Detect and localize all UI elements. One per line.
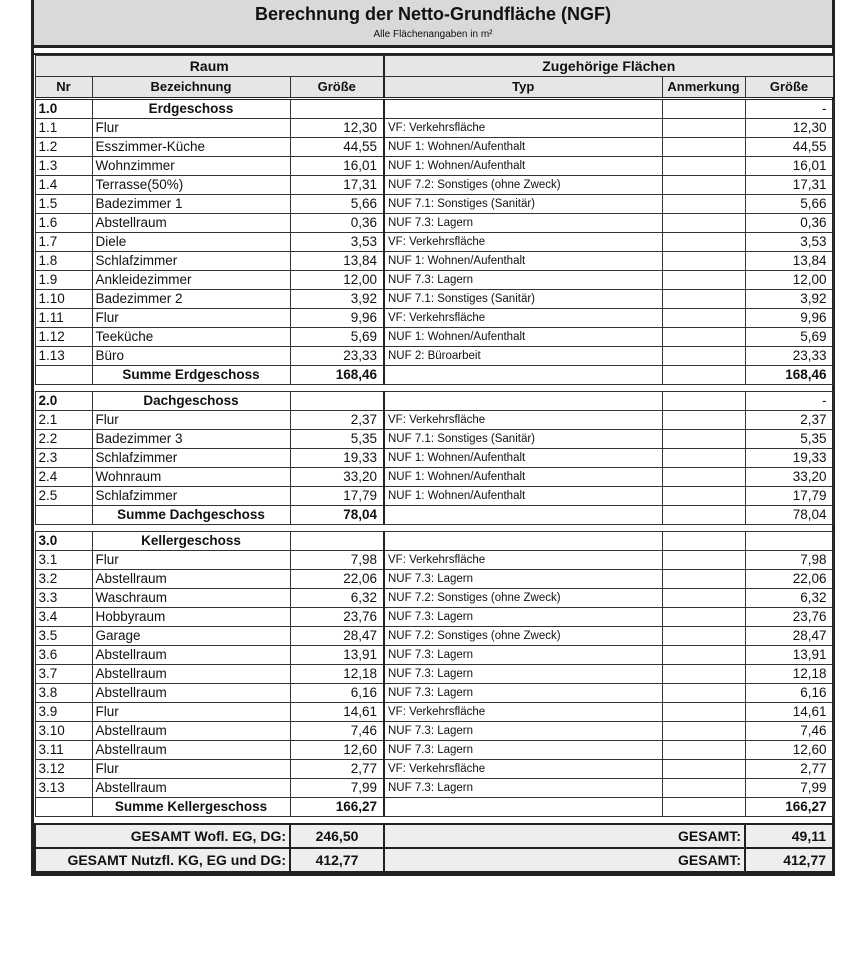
room-size-right: 9,96 xyxy=(745,309,833,328)
room-nr: 3.5 xyxy=(35,627,92,646)
room-size: 5,69 xyxy=(290,328,384,347)
room-typ: VF: Verkehrsfläche xyxy=(384,119,662,138)
sum-value: 168,46 xyxy=(290,366,384,385)
room-name: Abstellraum xyxy=(92,741,290,760)
section-name: Kellergeschoss xyxy=(92,532,290,551)
separator-cell xyxy=(35,817,833,825)
col-header-bezeichnung: Bezeichnung xyxy=(92,77,290,99)
separator-cell xyxy=(35,385,833,392)
room-name: Abstellraum xyxy=(92,779,290,798)
group-header-raum: Raum xyxy=(35,56,384,77)
room-size: 7,99 xyxy=(290,779,384,798)
sum-nr-empty xyxy=(35,798,92,817)
room-name: Ankleidezimmer xyxy=(92,271,290,290)
room-nr: 1.10 xyxy=(35,290,92,309)
room-row xyxy=(35,589,833,608)
total-right-value: 49,11 xyxy=(745,824,833,848)
room-anmerkung xyxy=(662,176,745,195)
room-nr: 1.12 xyxy=(35,328,92,347)
room-size: 7,46 xyxy=(290,722,384,741)
room-size: 2,37 xyxy=(290,411,384,430)
room-anmerkung xyxy=(662,233,745,252)
room-size: 3,92 xyxy=(290,290,384,309)
room-size: 5,66 xyxy=(290,195,384,214)
room-row xyxy=(35,570,833,589)
room-row xyxy=(35,119,833,138)
room-nr: 1.7 xyxy=(35,233,92,252)
room-row xyxy=(35,449,833,468)
room-nr: 1.8 xyxy=(35,252,92,271)
room-nr: 3.3 xyxy=(35,589,92,608)
room-size: 12,00 xyxy=(290,271,384,290)
sum-right-value: 168,46 xyxy=(745,366,833,385)
room-size-right: 13,91 xyxy=(745,646,833,665)
room-size: 22,06 xyxy=(290,570,384,589)
room-size-right: 22,06 xyxy=(745,570,833,589)
room-name: Flur xyxy=(92,411,290,430)
room-name: Abstellraum xyxy=(92,646,290,665)
section-right-value xyxy=(745,532,833,551)
room-row xyxy=(35,627,833,646)
room-size-right: 2,37 xyxy=(745,411,833,430)
room-nr: 1.1 xyxy=(35,119,92,138)
room-size-right: 6,16 xyxy=(745,684,833,703)
room-size: 17,31 xyxy=(290,176,384,195)
room-row xyxy=(35,252,833,271)
room-anmerkung xyxy=(662,741,745,760)
room-row xyxy=(35,760,833,779)
room-nr: 3.13 xyxy=(35,779,92,798)
header-spacer xyxy=(34,48,832,55)
room-row xyxy=(35,411,833,430)
room-name: Teeküche xyxy=(92,328,290,347)
room-name: Flur xyxy=(92,760,290,779)
room-anmerkung xyxy=(662,468,745,487)
room-size-right: 19,33 xyxy=(745,449,833,468)
total-right-value: 412,77 xyxy=(745,848,833,872)
room-nr: 3.8 xyxy=(35,684,92,703)
room-name: Flur xyxy=(92,119,290,138)
total-right-label: GESAMT: xyxy=(384,824,745,848)
room-nr: 2.5 xyxy=(35,487,92,506)
section-typ-empty xyxy=(384,99,662,119)
room-nr: 3.1 xyxy=(35,551,92,570)
room-nr: 3.4 xyxy=(35,608,92,627)
room-name: Diele xyxy=(92,233,290,252)
room-size-right: 6,32 xyxy=(745,589,833,608)
section-name: Erdgeschoss xyxy=(92,99,290,119)
room-name: Garage xyxy=(92,627,290,646)
room-anmerkung xyxy=(662,779,745,798)
room-name: Büro xyxy=(92,347,290,366)
room-size: 23,33 xyxy=(290,347,384,366)
section-sum-row xyxy=(35,506,833,525)
room-row xyxy=(35,271,833,290)
section-typ-empty xyxy=(384,532,662,551)
room-size: 23,76 xyxy=(290,608,384,627)
room-typ: NUF 7.3: Lagern xyxy=(384,722,662,741)
room-row xyxy=(35,157,833,176)
room-typ: VF: Verkehrsfläche xyxy=(384,703,662,722)
ngf-table xyxy=(34,55,834,873)
room-row xyxy=(35,214,833,233)
col-header-groesse-raum: Größe xyxy=(290,77,384,99)
section-size-empty xyxy=(290,392,384,411)
room-anmerkung xyxy=(662,119,745,138)
room-typ: NUF 2: Büroarbeit xyxy=(384,347,662,366)
room-anmerkung xyxy=(662,328,745,347)
room-name: Esszimmer-Küche xyxy=(92,138,290,157)
room-anmerkung xyxy=(662,703,745,722)
sum-label: Summe Erdgeschoss xyxy=(92,366,290,385)
room-nr: 1.13 xyxy=(35,347,92,366)
room-typ: NUF 7.3: Lagern xyxy=(384,608,662,627)
room-nr: 2.4 xyxy=(35,468,92,487)
title-box xyxy=(34,0,832,48)
total-label: GESAMT Wofl. EG, DG: xyxy=(35,824,290,848)
room-nr: 3.10 xyxy=(35,722,92,741)
room-row xyxy=(35,176,833,195)
room-name: Abstellraum xyxy=(92,214,290,233)
room-row xyxy=(35,195,833,214)
room-anmerkung xyxy=(662,646,745,665)
room-size: 13,84 xyxy=(290,252,384,271)
room-size-right: 12,00 xyxy=(745,271,833,290)
total-row xyxy=(35,824,833,848)
col-header-groesse-flaeche: Größe xyxy=(745,77,833,99)
room-nr: 1.2 xyxy=(35,138,92,157)
room-size-right: 3,53 xyxy=(745,233,833,252)
room-size: 17,79 xyxy=(290,487,384,506)
room-typ: NUF 1: Wohnen/Aufenthalt xyxy=(384,138,662,157)
room-size-right: 5,69 xyxy=(745,328,833,347)
section-separator xyxy=(35,385,833,392)
room-name: Schlafzimmer xyxy=(92,252,290,271)
room-nr: 3.2 xyxy=(35,570,92,589)
room-size-right: 12,60 xyxy=(745,741,833,760)
sum-nr-empty xyxy=(35,506,92,525)
room-row xyxy=(35,646,833,665)
room-row xyxy=(35,741,833,760)
room-anmerkung xyxy=(662,589,745,608)
room-size: 16,01 xyxy=(290,157,384,176)
room-size-right: 7,99 xyxy=(745,779,833,798)
room-size: 9,96 xyxy=(290,309,384,328)
room-nr: 1.9 xyxy=(35,271,92,290)
room-name: Badezimmer 1 xyxy=(92,195,290,214)
sum-typ-empty xyxy=(384,366,662,385)
room-nr: 3.9 xyxy=(35,703,92,722)
room-size-right: 33,20 xyxy=(745,468,833,487)
section-size-empty xyxy=(290,532,384,551)
total-right-label: GESAMT: xyxy=(384,848,745,872)
room-name: Hobbyraum xyxy=(92,608,290,627)
page-title: Berechnung der Netto-Grundfläche (NGF) xyxy=(254,4,611,24)
room-anmerkung xyxy=(662,608,745,627)
room-row xyxy=(35,290,833,309)
room-anmerkung xyxy=(662,570,745,589)
room-name: Schlafzimmer xyxy=(92,449,290,468)
room-typ: NUF 7.2: Sonstiges (ohne Zweck) xyxy=(384,627,662,646)
section-separator xyxy=(35,817,833,825)
room-name: Terrasse(50%) xyxy=(92,176,290,195)
room-typ: VF: Verkehrsfläche xyxy=(384,760,662,779)
section-nr: 1.0 xyxy=(35,99,92,119)
room-typ: NUF 7.3: Lagern xyxy=(384,779,662,798)
room-anmerkung xyxy=(662,290,745,309)
room-typ: NUF 7.1: Sonstiges (Sanitär) xyxy=(384,195,662,214)
room-nr: 3.12 xyxy=(35,760,92,779)
room-nr: 2.1 xyxy=(35,411,92,430)
room-row xyxy=(35,665,833,684)
group-header-zugehoerige-flaechen: Zugehörige Flächen xyxy=(384,56,833,77)
room-anmerkung xyxy=(662,449,745,468)
room-size-right: 12,30 xyxy=(745,119,833,138)
group-header-row xyxy=(35,56,833,77)
room-anmerkung xyxy=(662,271,745,290)
room-size-right: 5,35 xyxy=(745,430,833,449)
room-typ: VF: Verkehrsfläche xyxy=(384,551,662,570)
room-anmerkung xyxy=(662,309,745,328)
room-nr: 1.4 xyxy=(35,176,92,195)
room-size-right: 14,61 xyxy=(745,703,833,722)
room-name: Badezimmer 3 xyxy=(92,430,290,449)
room-size-right: 23,76 xyxy=(745,608,833,627)
room-size-right: 44,55 xyxy=(745,138,833,157)
section-typ-empty xyxy=(384,392,662,411)
room-nr: 3.7 xyxy=(35,665,92,684)
room-size-right: 13,84 xyxy=(745,252,833,271)
room-size-right: 5,66 xyxy=(745,195,833,214)
room-size-right: 2,77 xyxy=(745,760,833,779)
column-header-row xyxy=(35,77,833,99)
section-anmerkung-empty xyxy=(662,532,745,551)
total-value: 412,77 xyxy=(290,848,384,872)
sum-typ-empty xyxy=(384,506,662,525)
room-typ: NUF 7.2: Sonstiges (ohne Zweck) xyxy=(384,589,662,608)
room-typ: VF: Verkehrsfläche xyxy=(384,411,662,430)
room-nr: 1.6 xyxy=(35,214,92,233)
room-anmerkung xyxy=(662,411,745,430)
room-row xyxy=(35,233,833,252)
section-sum-row xyxy=(35,798,833,817)
total-value: 246,50 xyxy=(290,824,384,848)
room-name: Abstellraum xyxy=(92,684,290,703)
section-anmerkung-empty xyxy=(662,99,745,119)
section-anmerkung-empty xyxy=(662,392,745,411)
section-separator xyxy=(35,525,833,532)
room-typ: NUF 7.3: Lagern xyxy=(384,741,662,760)
room-row xyxy=(35,703,833,722)
room-size: 12,30 xyxy=(290,119,384,138)
room-name: Wohnzimmer xyxy=(92,157,290,176)
room-row xyxy=(35,779,833,798)
sum-nr-empty xyxy=(35,366,92,385)
room-name: Waschraum xyxy=(92,589,290,608)
room-row xyxy=(35,722,833,741)
room-size-right: 0,36 xyxy=(745,214,833,233)
room-anmerkung xyxy=(662,138,745,157)
room-row xyxy=(35,347,833,366)
room-anmerkung xyxy=(662,430,745,449)
room-name: Flur xyxy=(92,551,290,570)
sum-value: 166,27 xyxy=(290,798,384,817)
room-typ: NUF 1: Wohnen/Aufenthalt xyxy=(384,328,662,347)
room-typ: NUF 7.2: Sonstiges (ohne Zweck) xyxy=(384,176,662,195)
room-name: Abstellraum xyxy=(92,722,290,741)
room-name: Abstellraum xyxy=(92,570,290,589)
room-size: 7,98 xyxy=(290,551,384,570)
section-header-row xyxy=(35,392,833,411)
room-size: 28,47 xyxy=(290,627,384,646)
room-row xyxy=(35,138,833,157)
room-size: 12,18 xyxy=(290,665,384,684)
room-size: 2,77 xyxy=(290,760,384,779)
room-typ: NUF 7.3: Lagern xyxy=(384,665,662,684)
room-size: 5,35 xyxy=(290,430,384,449)
room-name: Flur xyxy=(92,703,290,722)
room-row xyxy=(35,328,833,347)
room-nr: 3.6 xyxy=(35,646,92,665)
col-header-nr: Nr xyxy=(35,77,92,99)
section-header-row xyxy=(35,532,833,551)
room-row xyxy=(35,551,833,570)
room-size-right: 17,79 xyxy=(745,487,833,506)
total-label: GESAMT Nutzfl. KG, EG und DG: xyxy=(35,848,290,872)
room-anmerkung xyxy=(662,487,745,506)
room-size: 33,20 xyxy=(290,468,384,487)
col-header-anmerkung: Anmerkung xyxy=(662,77,745,99)
room-size: 14,61 xyxy=(290,703,384,722)
room-nr: 2.2 xyxy=(35,430,92,449)
room-typ: NUF 1: Wohnen/Aufenthalt xyxy=(384,449,662,468)
room-size-right: 17,31 xyxy=(745,176,833,195)
room-size: 3,53 xyxy=(290,233,384,252)
room-size-right: 12,18 xyxy=(745,665,833,684)
room-anmerkung xyxy=(662,252,745,271)
room-size-right: 16,01 xyxy=(745,157,833,176)
room-nr: 2.3 xyxy=(35,449,92,468)
section-size-empty xyxy=(290,99,384,119)
sum-value: 78,04 xyxy=(290,506,384,525)
ngf-sheet xyxy=(31,0,835,876)
room-size-right: 3,92 xyxy=(745,290,833,309)
table-body xyxy=(35,99,833,825)
room-row xyxy=(35,468,833,487)
room-typ: NUF 1: Wohnen/Aufenthalt xyxy=(384,252,662,271)
room-anmerkung xyxy=(662,551,745,570)
sum-label: Summe Dachgeschoss xyxy=(92,506,290,525)
room-size-right: 28,47 xyxy=(745,627,833,646)
room-row xyxy=(35,684,833,703)
room-row xyxy=(35,608,833,627)
section-name: Dachgeschoss xyxy=(92,392,290,411)
room-size: 6,16 xyxy=(290,684,384,703)
room-size-right: 7,46 xyxy=(745,722,833,741)
room-size: 44,55 xyxy=(290,138,384,157)
section-nr: 2.0 xyxy=(35,392,92,411)
room-typ: NUF 1: Wohnen/Aufenthalt xyxy=(384,468,662,487)
section-header-row xyxy=(35,99,833,119)
room-typ: NUF 1: Wohnen/Aufenthalt xyxy=(384,157,662,176)
room-name: Badezimmer 2 xyxy=(92,290,290,309)
room-anmerkung xyxy=(662,627,745,646)
room-nr: 1.11 xyxy=(35,309,92,328)
room-anmerkung xyxy=(662,347,745,366)
room-anmerkung xyxy=(662,760,745,779)
sum-anmerkung-empty xyxy=(662,506,745,525)
room-typ: NUF 1: Wohnen/Aufenthalt xyxy=(384,487,662,506)
room-typ: VF: Verkehrsfläche xyxy=(384,309,662,328)
room-name: Wohnraum xyxy=(92,468,290,487)
room-size: 6,32 xyxy=(290,589,384,608)
room-row xyxy=(35,309,833,328)
room-anmerkung xyxy=(662,665,745,684)
room-anmerkung xyxy=(662,684,745,703)
totals-body xyxy=(35,824,833,872)
room-anmerkung xyxy=(662,195,745,214)
section-nr: 3.0 xyxy=(35,532,92,551)
room-nr: 3.11 xyxy=(35,741,92,760)
section-sum-row xyxy=(35,366,833,385)
room-name: Abstellraum xyxy=(92,665,290,684)
sum-right-value: 78,04 xyxy=(745,506,833,525)
total-row xyxy=(35,848,833,872)
sum-anmerkung-empty xyxy=(662,366,745,385)
room-row xyxy=(35,430,833,449)
room-size: 12,60 xyxy=(290,741,384,760)
room-typ: NUF 7.3: Lagern xyxy=(384,684,662,703)
room-typ: NUF 7.1: Sonstiges (Sanitär) xyxy=(384,430,662,449)
section-right-value: - xyxy=(745,392,833,411)
sum-typ-empty xyxy=(384,798,662,817)
separator-cell xyxy=(35,525,833,532)
room-typ: NUF 7.3: Lagern xyxy=(384,570,662,589)
col-header-typ: Typ xyxy=(384,77,662,99)
room-typ: NUF 7.3: Lagern xyxy=(384,214,662,233)
room-typ: NUF 7.3: Lagern xyxy=(384,646,662,665)
room-typ: VF: Verkehrsfläche xyxy=(384,233,662,252)
room-row xyxy=(35,487,833,506)
room-anmerkung xyxy=(662,722,745,741)
room-anmerkung xyxy=(662,157,745,176)
room-nr: 1.5 xyxy=(35,195,92,214)
room-size-right: 23,33 xyxy=(745,347,833,366)
page-subtitle: Alle Flächenangaben in m² xyxy=(373,29,493,40)
sum-label: Summe Kellergeschoss xyxy=(92,798,290,817)
room-typ: NUF 7.3: Lagern xyxy=(384,271,662,290)
room-size: 13,91 xyxy=(290,646,384,665)
sum-anmerkung-empty xyxy=(662,798,745,817)
room-size: 19,33 xyxy=(290,449,384,468)
room-nr: 1.3 xyxy=(35,157,92,176)
room-name: Schlafzimmer xyxy=(92,487,290,506)
room-typ: NUF 7.1: Sonstiges (Sanitär) xyxy=(384,290,662,309)
room-name: Flur xyxy=(92,309,290,328)
room-anmerkung xyxy=(662,214,745,233)
room-size: 0,36 xyxy=(290,214,384,233)
room-size-right: 7,98 xyxy=(745,551,833,570)
section-right-value: - xyxy=(745,99,833,119)
sum-right-value: 166,27 xyxy=(745,798,833,817)
